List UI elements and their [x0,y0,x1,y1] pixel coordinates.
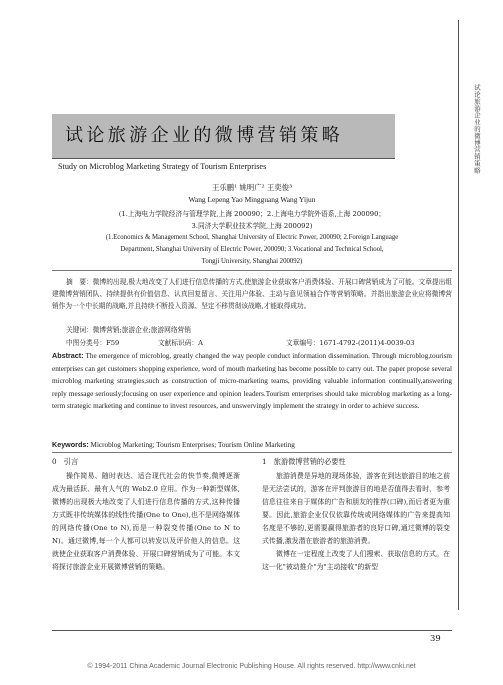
keywords-en-text: Microblog Marketing; Tourism Enterprises; Tourism Online Marketing [88,441,295,449]
title-rule [52,158,395,159]
column-right [262,457,450,574]
affiliation-en-line-1: (1.Economics & Management School, Shanghai University of Electric Power, 200090; 2.Foreign Language [105,234,399,241]
article-title: 试论旅游企业的微博营销策略 [65,125,344,146]
affiliation-en-line-2: Department, Shanghai University of Electric Power, 200090; 3.Vocational and Technical School, [120,246,384,253]
affiliation-cn-line-1: (1.上海电力学院经济与管理学院,上海 200090；2.上海电力学院外语系,上海 200090； [118,210,386,218]
running-title: 试论旅游企业的微博营销策略 [473,84,481,174]
article-number: 文章编号：1671-4792-(2011)4-0039-03 [286,339,415,347]
authors-english: Wang Lepeng Yao Mingguang Wang Yijun [188,195,316,204]
body-top-rule [52,452,452,453]
abstract-english [52,350,452,413]
abstract-en-text: The emergence of microblog, greatly changed the way people conduct information dissemination. Through microblog,tourism enterprises can get customers shopping experience, word of mouth marketing has become possible to carry out. The paper propose several microblog marketing strategies,such as construction of micro-marketing teams, providing valuable information continually,answering reply message seriously;focusing on user experience and opinion leaders.Tourism enterprises should take microblog marketing as a long-term strategic marketing and continue to invest resources, and unswervingly implement the strategy in order to achieve success. [52,352,452,411]
abstract-top-rule [52,270,452,271]
affiliation-cn-line-2: 3.同济大学职业技术学院,上海 200092) [191,222,313,230]
keywords-en-label: Keywords: [52,440,89,449]
abstract-cn-text: 微博的出现,极大地改变了人们进行信息传播的方式,使旅游企业获取客户消费体验、开展口碑营销成为了可能。文章提出组建微博营销团队、持续提供有价值信息、认真回复留言、关注用户体验、主动与意见领袖合作等营销策略。并指出旅游企业应将微博营销作为一个中长期的战略,并且持续不断投入资源、坚定不移贯彻该战略,才能取得成功。 [52,278,453,311]
copyright-footer: © 1994-2011 China Academic Journal Electronic Publishing House. All rights reserved. http://www.cnki.net [87,663,416,670]
abstract-cn-label: 摘 要： [66,278,93,286]
abstract-en-label: Abstract: [52,351,84,360]
page-number: 39 [430,633,441,643]
keywords-chinese [66,324,446,334]
keywords-cn-text: 微博营销;旅游企业;旅游网络营销 [92,326,191,334]
page-bottom-rule [52,630,452,631]
article-title-english: Study on Microblog Marketing Strategy of Tourism Enterprises [58,162,267,171]
section-1-paragraph-1: 旅游消费是异地的现场体验，游客在到达旅游目的地之前是无法尝试的，游客在评判旅游目的地是否值得去看时，参考信息往往来自于媒体的广告和朋友的推荐(口碑),而后者更为重要。因此,旅游企业仅仅依靠传统或网络媒体的广告来提高知名度是不够的,更需要赢得旅游者的良好口碑,通过微博的裂变式传播,激发潜在旅游者的旅游消费。 [262,472,450,545]
column-left [52,457,240,574]
clc-number: 中图分类号：F59 [66,339,120,347]
keywords-english [52,440,452,449]
section-1-paragraph-2: 微博在一定程度上改变了人们搜索、获取信息的方式。在这一化"被动推介"为"主动接收"的新型 [262,550,450,571]
section-0-body: 操作简易、随时表达、适合现代社会的快节奏,微博逐渐成为最活跃、最有人气的 Web2.0 应用。作为一种新型媒体,微博的出现极大地改变了人们进行信息传播的方式,这种传播方式既非传统媒体的线性传播(One to One),也不是网络媒体的网络传播(One to N),而是一种裂变传播(One to N to N)。通过微博,每一个人都可以转发以及评价他人的信息。这就使企业获取客户消费体验、开展口碑营销成为了可能。本文将探讨旅游企业开展微博营销的策略。 [52,472,240,571]
authors-chinese: 王乐鹏¹ 姚明广² 王奕俊³ [211,183,293,192]
affiliation-en-line-3: Tongji University, Shanghai 200092) [201,258,303,265]
sidebar-rule [458,20,459,610]
keywords-cn-label: 关键词： [66,326,93,334]
abstract-chinese [52,276,452,313]
section-1-heading: 1 旅游微博营销的必要性 [262,457,346,466]
document-code: 文献标识码：A [158,339,203,347]
section-0-heading: 0 引言 [52,457,79,466]
